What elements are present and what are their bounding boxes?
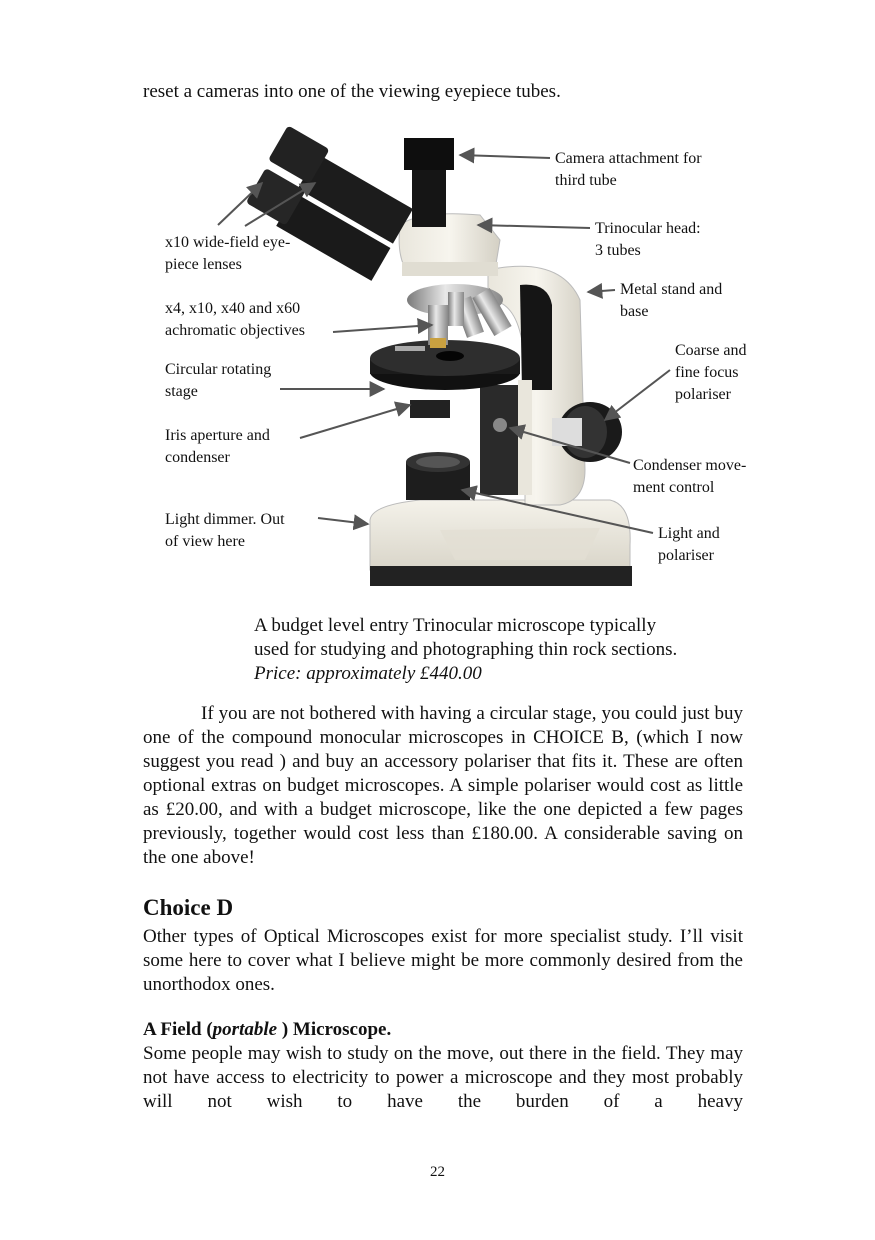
label-trinocular-head: Trinocular head: 3 tubes: [595, 220, 701, 259]
label-condenser-control: Condenser move- ment control: [633, 457, 747, 496]
label-coarse-fine-focus: Coarse and fine focus polariser: [675, 342, 747, 403]
microscope-image: [242, 125, 632, 586]
label-camera-attachment: Camera attachment for third tube: [555, 150, 702, 189]
paragraph-2: Other types of Optical Microscopes exist for more specialist study. I’ll visit some here to cover what I believe might be more commonly desired from the unorthodox ones.: [143, 926, 743, 995]
paragraph-1: If you are not bothered with having a circular stage, you could just buy one of the compound monocular microscopes in CHOICE B, (which I now suggest you read ) and buy an accessory polariser that fits it. These are often optional extras on budget microscopes. A simple polariser would cost as little as £20.00, and with a budget microscope, like the one depicted a few pages previously, together would cost less than £180.00. A considerable saving on the one above!: [143, 703, 743, 868]
label-metal-stand: Metal stand and base: [620, 281, 723, 320]
paragraph-3: Some people may wish to study on the move, out there in the field. They may not have access to electricity to power a microscope and they most probably will not wish to have the burden of a heavy: [143, 1043, 743, 1112]
caption-line-1: A budget level entry Trinocular microscope typically: [254, 615, 657, 636]
subheading: A Field (portable ) Microscope.: [143, 1019, 392, 1040]
label-eyepiece-lenses: x10 wide-field eye- piece lenses: [165, 234, 291, 273]
label-rotating-stage: Circular rotating stage: [165, 361, 272, 400]
label-objectives: x4, x10, x40 and x60 achromatic objectives: [165, 300, 305, 339]
caption-price: Price: approximately £440.00: [254, 663, 482, 684]
label-light-polariser: Light and polariser: [658, 525, 720, 564]
section-heading: Choice D: [143, 895, 234, 920]
top-line: reset a cameras into one of the viewing eyepiece tubes.: [143, 81, 561, 102]
caption-line-2: used for studying and photographing thin rock sections.: [254, 639, 678, 660]
page-number: 22: [430, 1164, 445, 1180]
label-iris-condenser: Iris aperture and condenser: [165, 427, 270, 466]
figure-caption: [254, 614, 677, 686]
label-light-dimmer: Light dimmer. Out of view here: [165, 511, 285, 550]
